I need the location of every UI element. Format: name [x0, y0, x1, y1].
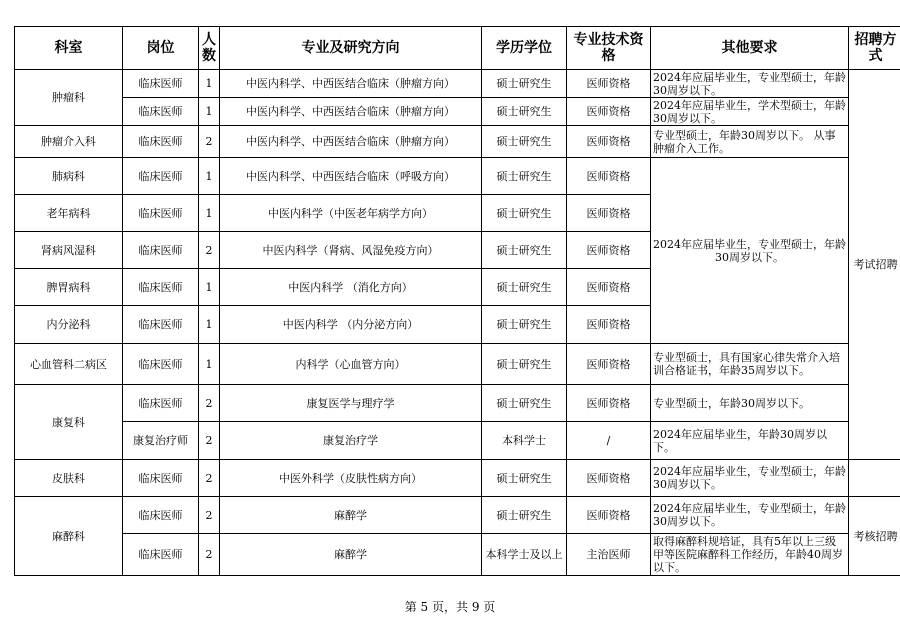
cell-edu: 本科学士: [482, 422, 567, 460]
cell-edu: 硕士研究生: [482, 344, 567, 385]
cell-qual: 医师资格: [567, 98, 651, 126]
cell-dept: 内分泌科: [15, 306, 123, 344]
cell-qual: /: [567, 422, 651, 460]
cell-edu: 硕士研究生: [482, 158, 567, 195]
cell-other-merged: 2024年应届毕业生，专业型硕士，年龄30周岁以下。: [651, 158, 849, 344]
cell-post: 临床医师: [123, 306, 199, 344]
cell-major: 麻醉学: [220, 497, 482, 534]
cell-edu: 硕士研究生: [482, 126, 567, 158]
header-qual: 专业技术资格: [567, 27, 651, 70]
cell-major: 中医内科学（中医老年病学方向）: [220, 195, 482, 232]
cell-edu: 硕士研究生: [482, 195, 567, 232]
cell-qual: 医师资格: [567, 460, 651, 497]
cell-edu: 硕士研究生: [482, 269, 567, 306]
cell-post: 临床医师: [123, 195, 199, 232]
cell-num: 1: [199, 195, 220, 232]
cell-num: 2: [199, 422, 220, 460]
cell-post: 临床医师: [123, 385, 199, 422]
cell-dept: 脾胃病科: [15, 269, 123, 306]
cell-dept: 肿瘤科: [15, 70, 123, 126]
cell-other: 2024年应届毕业生，专业型硕士，年龄30周岁以下。: [651, 460, 849, 497]
cell-post: 临床医师: [123, 98, 199, 126]
cell-num: 2: [199, 385, 220, 422]
cell-edu: 硕士研究生: [482, 98, 567, 126]
cell-dept: 肺病科: [15, 158, 123, 195]
cell-num: 1: [199, 269, 220, 306]
cell-edu: 硕士研究生: [482, 232, 567, 269]
cell-post: 临床医师: [123, 497, 199, 534]
cell-post: 临床医师: [123, 460, 199, 497]
cell-qual: 医师资格: [567, 497, 651, 534]
cell-qual: 医师资格: [567, 344, 651, 385]
cell-num: 2: [199, 497, 220, 534]
header-dept: 科室: [15, 27, 123, 70]
cell-qual: 医师资格: [567, 306, 651, 344]
cell-major: 内科学（心血管方向）: [220, 344, 482, 385]
cell-num: 1: [199, 98, 220, 126]
cell-major: 中医内科学、中西医结合临床（肿瘤方向）: [220, 70, 482, 98]
cell-major: 中医内科学 （内分泌方向）: [220, 306, 482, 344]
header-post: 岗位: [123, 27, 199, 70]
cell-edu: 硕士研究生: [482, 306, 567, 344]
cell-major: 中医内科学、中西医结合临床（呼吸方向）: [220, 158, 482, 195]
cell-major: 中医内科学 （消化方向）: [220, 269, 482, 306]
cell-num: 2: [199, 232, 220, 269]
cell-other: 专业型硕士，具有国家心律失常介入培训合格证书，年龄35周岁以下。: [651, 344, 849, 385]
cell-post: 临床医师: [123, 344, 199, 385]
cell-num: 1: [199, 306, 220, 344]
header-other: 其他要求: [651, 27, 849, 70]
cell-num: 1: [199, 158, 220, 195]
cell-other: 2024年应届毕业生，专业型硕士，年龄30周岁以下。: [651, 70, 849, 98]
cell-dept: 老年病科: [15, 195, 123, 232]
table-row: [15, 422, 900, 460]
cell-post: 临床医师: [123, 70, 199, 98]
cell-dept: 皮肤科: [15, 460, 123, 497]
recruitment-table: [14, 26, 900, 576]
cell-other: 专业型硕士，年龄30周岁以下。 从事肿瘤介入工作。: [651, 126, 849, 158]
header-edu: 学历学位: [482, 27, 567, 70]
page-footer: 第 5 页，共 9 页: [404, 600, 496, 614]
cell-post: 临床医师: [123, 126, 199, 158]
cell-post: 临床医师: [123, 158, 199, 195]
table-row: [15, 98, 900, 126]
cell-dept: 心血管科二病区: [15, 344, 123, 385]
cell-other: 2024年应届毕业生，年龄30周岁以下。: [651, 422, 849, 460]
header-row: [15, 27, 900, 70]
cell-qual: 医师资格: [567, 269, 651, 306]
cell-num: 1: [199, 70, 220, 98]
cell-other: 2024年应届毕业生，专业型硕士，年龄30周岁以下。: [651, 497, 849, 534]
cell-edu: 硕士研究生: [482, 385, 567, 422]
table-row: [15, 460, 900, 497]
cell-num: 2: [199, 534, 220, 576]
cell-major: 中医内科学、中西医结合临床（肿瘤方向）: [220, 98, 482, 126]
table-row: [15, 126, 900, 158]
cell-qual: 医师资格: [567, 70, 651, 98]
cell-qual: 主治医师: [567, 534, 651, 576]
cell-post: 临床医师: [123, 534, 199, 576]
cell-other: 2024年应届毕业生，学术型硕士，年龄30周岁以下。: [651, 98, 849, 126]
table-row: [15, 158, 900, 195]
header-num: 人数: [199, 27, 220, 70]
cell-post: 康复治疗师: [123, 422, 199, 460]
cell-method-assess: 考核招聘: [849, 497, 900, 576]
cell-major: 麻醉学: [220, 534, 482, 576]
cell-edu: 硕士研究生: [482, 70, 567, 98]
table-row: [15, 344, 900, 385]
cell-major: 康复治疗学: [220, 422, 482, 460]
table-row: [15, 497, 900, 534]
header-major: 专业及研究方向: [220, 27, 482, 70]
cell-num: 1: [199, 344, 220, 385]
cell-post: 临床医师: [123, 269, 199, 306]
cell-dept: 康复科: [15, 385, 123, 460]
cell-num: 2: [199, 460, 220, 497]
table-row: [15, 534, 900, 576]
cell-qual: 医师资格: [567, 232, 651, 269]
cell-qual: 医师资格: [567, 126, 651, 158]
cell-major: 中医内科学（肾病、风湿免疫方向）: [220, 232, 482, 269]
cell-other: 取得麻醉科规培证，具有5年以上三级甲等医院麻醉科工作经历，年龄40周岁以下。: [651, 534, 849, 576]
cell-dept: 肾病风湿科: [15, 232, 123, 269]
cell-major: 中医内科学、中西医结合临床（肿瘤方向）: [220, 126, 482, 158]
cell-edu: 本科学士及以上: [482, 534, 567, 576]
table-row: [15, 70, 900, 98]
cell-edu: 硕士研究生: [482, 497, 567, 534]
cell-method-exam: 考试招聘: [849, 70, 900, 460]
cell-major: 中医外科学（皮肤性病方向）: [220, 460, 482, 497]
cell-other: 专业型硕士，年龄30周岁以下。: [651, 385, 849, 422]
header-method: 招聘方式: [849, 27, 900, 70]
cell-dept: 肿瘤介入科: [15, 126, 123, 158]
cell-post: 临床医师: [123, 232, 199, 269]
cell-qual: 医师资格: [567, 195, 651, 232]
cell-qual: 医师资格: [567, 158, 651, 195]
cell-dept: 麻醉科: [15, 497, 123, 576]
table-row: [15, 385, 900, 422]
cell-num: 2: [199, 126, 220, 158]
cell-qual: 医师资格: [567, 385, 651, 422]
cell-edu: 硕士研究生: [482, 460, 567, 497]
cell-major: 康复医学与理疗学: [220, 385, 482, 422]
